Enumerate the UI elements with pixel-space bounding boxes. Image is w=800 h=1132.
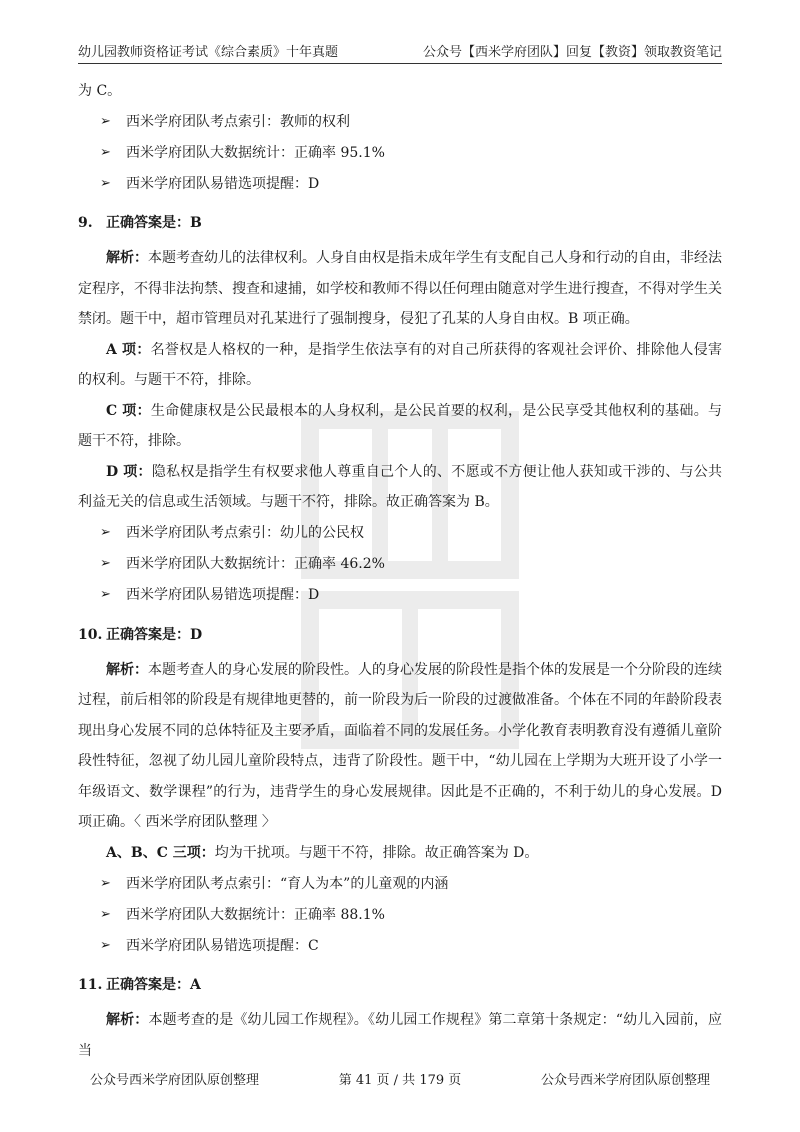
arrow-icon: ➢ — [100, 587, 111, 602]
q10-option-abc: A、B、C 三项：均为干扰项。与题干不符，排除。故正确答案为 D。 — [106, 844, 539, 861]
list-item: ➢ 西米学府团队考点索引：幼儿的公民权 — [100, 518, 722, 549]
q10-analysis: 解析：本题考查人的身心发展的阶段性。人的身心发展的阶段性是指个体的发展是一个分阶段的连续过程，前后相邻的阶段是有规律地更替的，前一阶段为后一阶段的过渡做准备。个体在不同的年龄阶段表现出身心发展不同的总体特征及主要矛盾，面临着不同的发展任务。小学化教育表明教育没有遵循儿童阶段性特征，忽视了幼儿园儿童阶段特点，违背了阶段性。题干中，“幼儿园在上学期为大班开设了小学一年级语文、数学课程”的行为，违背学生的身心发展规律。因此是不正确的，不利于幼儿的身心发展。D 项正确。〈 西米学府团队整理 〉 — [78, 661, 722, 830]
question-number: 11. — [78, 977, 103, 993]
list-item: ➢ 西米学府团队大数据统计：正确率 95.1% — [100, 137, 722, 168]
page-number: 第 41 页 / 共 179 页 — [338, 1073, 462, 1088]
page-content — [78, 76, 722, 1066]
answer-text: 正确答案是：A — [106, 977, 201, 993]
arrow-icon: ➢ — [100, 875, 111, 891]
q9-option-d: D 项：隐私权是指学生有权要求他人尊重自己个人的、不愿或不方便让他人获知或干涉的、与公共利益无关的信息或生活领域。与题干不符，排除。故正确答案为 B。 — [78, 463, 723, 510]
header-left-text: 幼儿园教师资格证考试《综合素质》十年真题 — [78, 45, 339, 60]
list-item: ➢ 西米学府团队大数据统计：正确率 46.2% — [100, 549, 722, 580]
q11-heading — [78, 971, 722, 999]
q10-heading — [78, 621, 722, 649]
question-number: 9. — [78, 215, 93, 231]
page-footer — [90, 1069, 710, 1088]
q11-analysis: 解析：本题考查的是《幼儿园工作规程》。《幼儿园工作规程》第二章第十条规定：“幼儿入园前，应当 — [78, 1012, 723, 1059]
intro-line: 为 C。 — [78, 83, 122, 99]
arrow-icon: ➢ — [100, 937, 111, 953]
arrow-icon: ➢ — [100, 144, 111, 160]
q9-option-a: A 项：名誉权是人格权的一种，是指学生依法享有的对自己所获得的客观社会评价、排除他人侵害的权利。与题干不符，排除。 — [78, 341, 722, 388]
list-item: ➢ 西米学府团队大数据统计：正确率 88.1% — [100, 899, 722, 930]
list-item: ➢ 西米学府团队易错选项提醒：D — [100, 168, 722, 199]
footer-right-text: 公众号西米学府团队原创整理 — [540, 1073, 710, 1088]
arrow-icon: ➢ — [100, 906, 111, 922]
arrow-icon: ➢ — [100, 113, 111, 129]
arrow-icon: ➢ — [100, 556, 111, 571]
page-header — [78, 38, 722, 64]
list-item: ➢ 西米学府团队考点索引：教师的权利 — [100, 106, 722, 137]
footer-left-text: 公众号西米学府团队原创整理 — [90, 1073, 260, 1088]
q9-heading — [78, 209, 722, 237]
question-number: 10. — [78, 626, 103, 643]
q8-bullet-list — [78, 106, 722, 199]
q10-bullet-list — [78, 868, 722, 961]
list-item: ➢ 西米学府团队易错选项提醒：C — [100, 930, 722, 961]
arrow-icon: ➢ — [100, 525, 111, 540]
list-item: ➢ 西米学府团队考点索引：“育人为本”的儿童观的内涵 — [100, 868, 722, 899]
q9-analysis: 解析：本题考查幼儿的法律权利。人身自由权是指未成年学生有支配自己人身和行动的自由，非经法定程序，不得非法拘禁、搜查和逮捕，如学校和教师不得以任何理由随意对学生进行搜查，不得对学生关禁闭。题干中，超市管理员对孔某进行了强制搜身，侵犯了孔某的人身自由权。B 项正确。 — [78, 250, 722, 327]
header-right-text: 公众号【西米学府团队】回复【教资】领取教资笔记 — [422, 45, 722, 60]
list-item: ➢ 西米学府团队易错选项提醒：D — [100, 580, 722, 611]
arrow-icon: ➢ — [100, 175, 111, 191]
answer-text: 正确答案是：D — [106, 626, 203, 643]
q9-option-c: C 项：生命健康权是公民最根本的人身权利，是公民首要的权利，是公民享受其他权利的基础。与题干不符，排除。 — [78, 402, 722, 449]
answer-text: 正确答案是：B — [106, 215, 202, 231]
q9-bullet-list — [78, 518, 722, 611]
